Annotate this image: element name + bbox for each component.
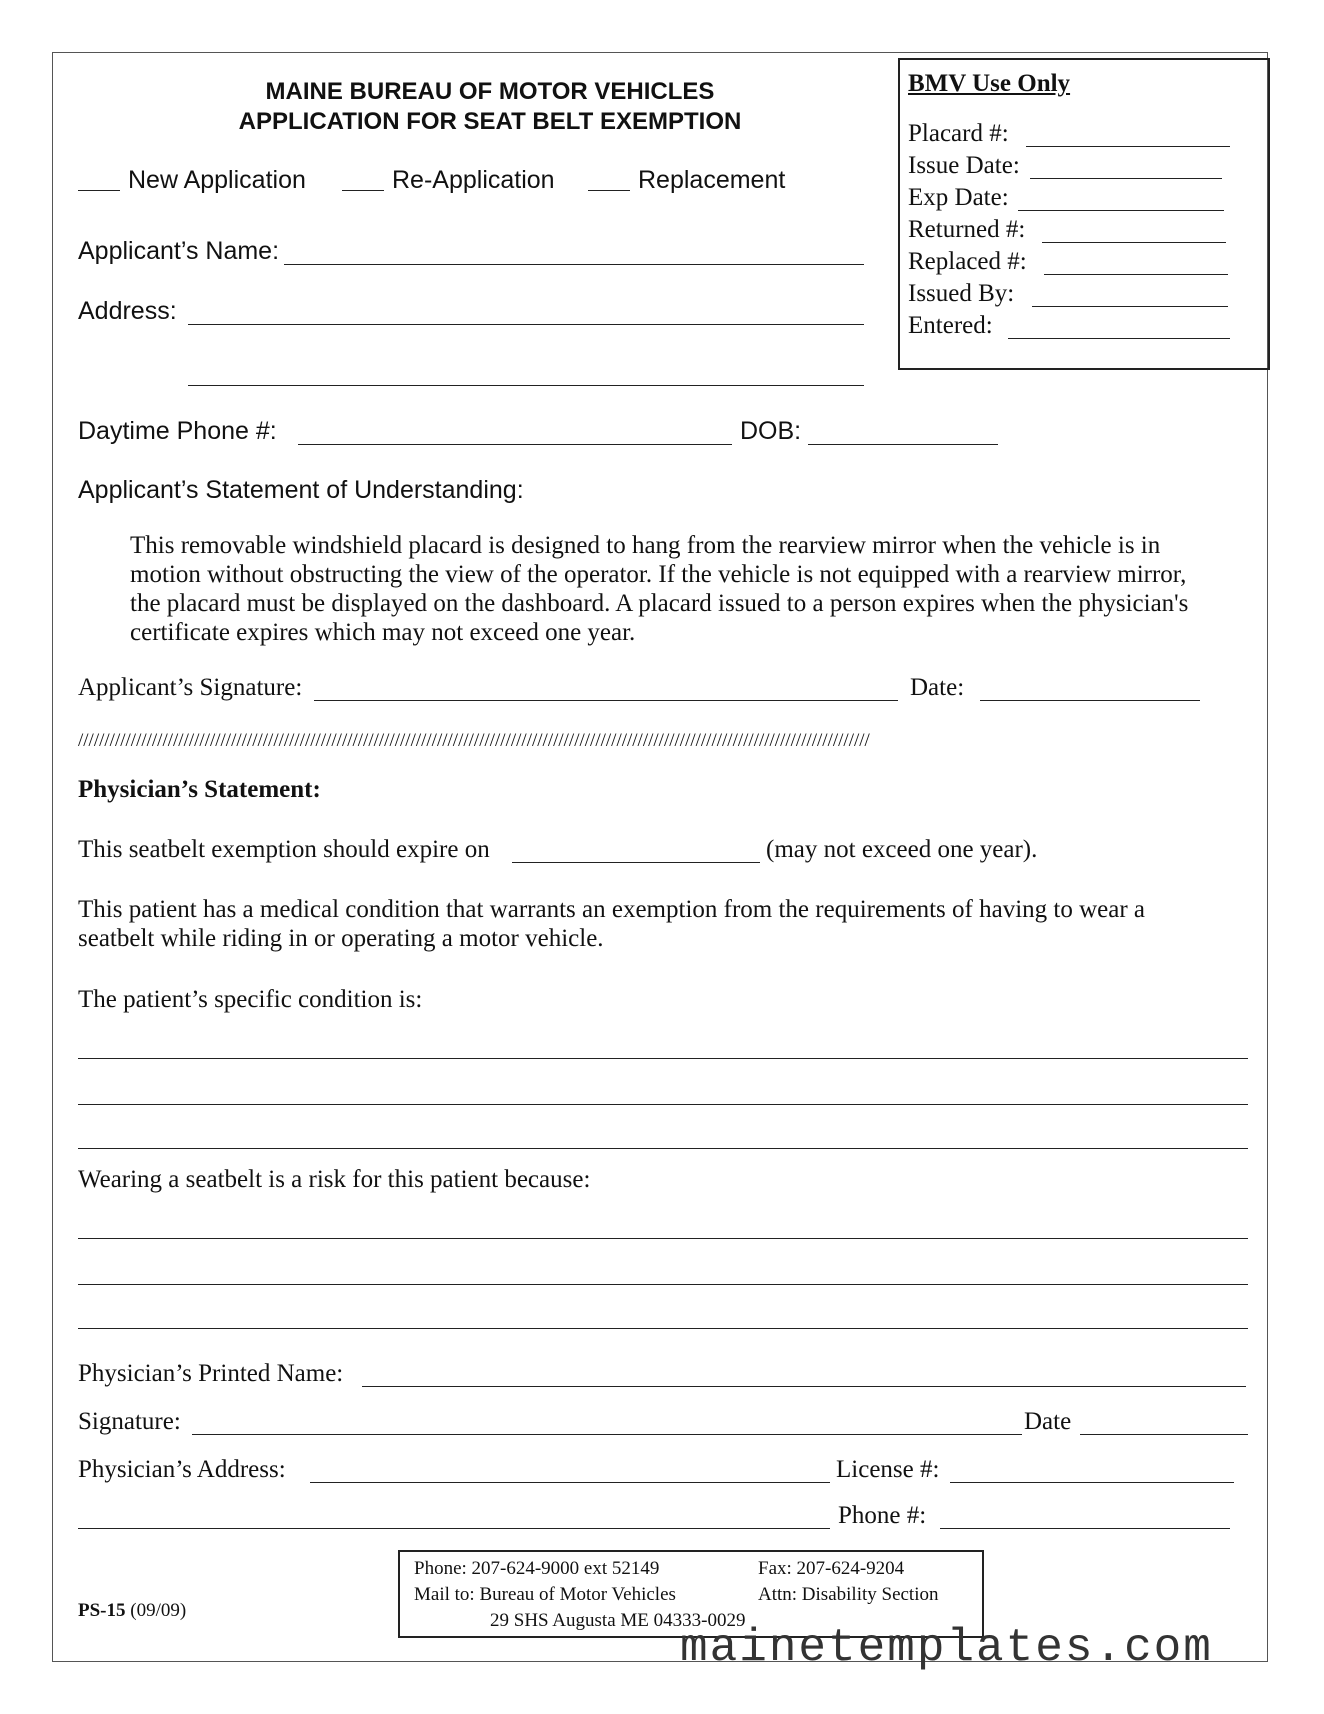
statement-line-3: the placard must be displayed on the dashboard. A placard issued to a person expires when the physician's	[130, 590, 1189, 617]
expire-date-field[interactable]	[512, 862, 760, 863]
contact-attn: Attn: Disability Section	[758, 1584, 939, 1605]
statement-heading: Applicant’s Statement of Understanding:	[78, 476, 524, 504]
statement-line-1: This removable windshield placard is designed to hang from the rearview mirror when the vehicle is in	[130, 532, 1161, 559]
returned-field[interactable]	[1042, 242, 1226, 243]
expire-prefix: This seatbelt exemption should expire on	[78, 836, 490, 863]
issue-date-label: Issue Date:	[908, 152, 1020, 179]
risk-line-1[interactable]	[78, 1238, 1248, 1239]
exp-date-label: Exp Date:	[908, 184, 1009, 211]
specific-condition-label: The patient’s specific condition is:	[78, 986, 423, 1013]
specific-condition-line-1[interactable]	[78, 1058, 1248, 1059]
form-date: (09/09)	[130, 1600, 187, 1621]
issued-by-field[interactable]	[1032, 306, 1228, 307]
entered-field[interactable]	[1008, 338, 1230, 339]
address-field-line1[interactable]	[188, 324, 864, 325]
physician-date-label: Date	[1024, 1408, 1072, 1435]
applicant-name-label: Applicant’s Name:	[78, 237, 280, 265]
physician-address-field-line2[interactable]	[78, 1528, 830, 1529]
physician-address-field-line1[interactable]	[310, 1482, 830, 1483]
physician-signature-field[interactable]	[192, 1434, 1022, 1435]
physician-statement-heading: Physician’s Statement:	[78, 776, 321, 803]
re-application-blank[interactable]	[342, 190, 384, 191]
replacement-blank[interactable]	[588, 190, 630, 191]
physician-address-label: Physician’s Address:	[78, 1456, 286, 1483]
entered-label: Entered:	[908, 312, 993, 339]
form-id: PS-15	[78, 1600, 126, 1621]
form-title-line2: APPLICATION FOR SEAT BELT EXEMPTION	[238, 108, 742, 135]
replacement-label: Replacement	[638, 166, 786, 194]
physician-printed-name-field[interactable]	[362, 1386, 1246, 1387]
dob-label: DOB:	[740, 417, 802, 445]
applicant-date-field[interactable]	[980, 700, 1200, 701]
specific-condition-line-2[interactable]	[78, 1104, 1248, 1105]
applicant-signature-field[interactable]	[314, 700, 898, 701]
risk-label: Wearing a seatbelt is a risk for this patient because:	[78, 1166, 591, 1193]
condition-line-2: seatbelt while riding in or operating a motor vehicle.	[78, 925, 604, 952]
physician-signature-label: Signature:	[78, 1408, 181, 1435]
physician-date-field[interactable]	[1080, 1434, 1248, 1435]
physician-printed-name-label: Physician’s Printed Name:	[78, 1360, 344, 1387]
bmv-use-only-box	[898, 58, 1270, 370]
applicant-date-label: Date:	[910, 674, 965, 701]
watermark: mainetemplates.com	[680, 1622, 1213, 1674]
address-field-line2[interactable]	[188, 385, 864, 386]
contact-phone: Phone: 207-624-9000 ext 52149	[414, 1558, 660, 1579]
form-title-line1: MAINE BUREAU OF MOTOR VEHICLES	[265, 78, 715, 105]
section-divider: //////////////////////////////////////////////////////////////////////////////////////////////////////////////////////////////////////////////////////	[78, 730, 870, 751]
dob-field[interactable]	[808, 444, 998, 445]
issued-by-label: Issued By:	[908, 280, 1015, 307]
risk-line-2[interactable]	[78, 1284, 1248, 1285]
exp-date-field[interactable]	[1018, 210, 1224, 211]
placard-field[interactable]	[1026, 146, 1230, 147]
issue-date-field[interactable]	[1030, 178, 1222, 179]
address-label: Address:	[78, 297, 177, 325]
physician-phone-label: Phone #:	[838, 1502, 927, 1529]
form-id-block	[78, 1600, 186, 1622]
daytime-phone-label: Daytime Phone #:	[78, 417, 277, 445]
contact-mail: Mail to: Bureau of Motor Vehicles	[414, 1584, 676, 1605]
statement-line-4: certificate expires which may not exceed one year.	[130, 619, 636, 646]
statement-line-2: motion without obstructing the view of the operator. If the vehicle is not equipped with a rearview mirror,	[130, 561, 1187, 588]
license-label: License #:	[836, 1456, 940, 1483]
specific-condition-line-3[interactable]	[78, 1148, 1248, 1149]
contact-address: 29 SHS Augusta ME 04333-0029	[490, 1610, 746, 1631]
license-field[interactable]	[950, 1482, 1234, 1483]
replaced-field[interactable]	[1044, 274, 1228, 275]
new-application-label: New Application	[128, 166, 306, 194]
bmv-box-title: BMV Use Only	[908, 70, 1071, 97]
daytime-phone-field[interactable]	[298, 444, 732, 445]
contact-fax: Fax: 207-624-9204	[758, 1558, 905, 1579]
returned-label: Returned #:	[908, 216, 1026, 243]
re-application-label: Re-Application	[392, 166, 555, 194]
applicant-name-field[interactable]	[284, 264, 864, 265]
applicant-signature-label: Applicant’s Signature:	[78, 674, 303, 701]
placard-label: Placard #:	[908, 120, 1009, 147]
replaced-label: Replaced #:	[908, 248, 1027, 275]
risk-line-3[interactable]	[78, 1328, 1248, 1329]
physician-phone-field[interactable]	[940, 1528, 1230, 1529]
condition-line-1: This patient has a medical condition that warrants an exemption from the requirements of having to wear a	[78, 896, 1146, 923]
new-application-blank[interactable]	[78, 190, 120, 191]
expire-suffix: (may not exceed one year).	[766, 836, 1038, 863]
